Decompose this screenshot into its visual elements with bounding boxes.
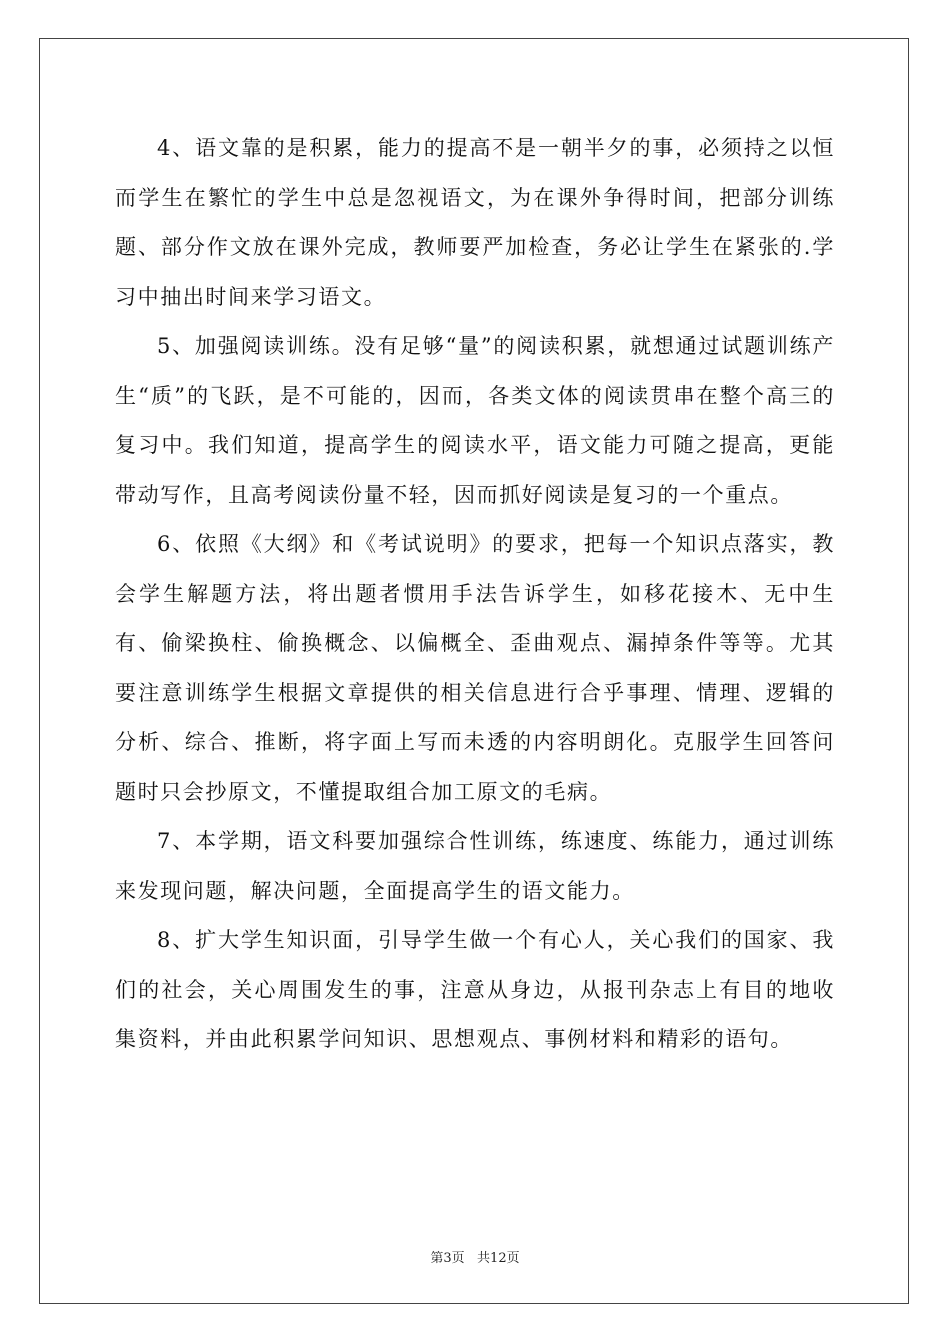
paragraph-6: 6、依照《大纲》和《考试说明》的要求，把每一个知识点落实，教会学生解题方法，将出题者惯用手法告诉学生，如移花接木、无中生有、偷梁换柱、偷换概念、以偏概全、歪曲观点、漏掉条件等等。尤其要注意训练学生根据文章提供的相关信息进行合乎事理、情理、逻辑的分析、综合、推断，将字面上写而未透的内容明朗化。克服学生回答问题时只会抄原文，不懂提取组合加工原文的毛病。 (115, 532, 835, 804)
document-body (115, 124, 835, 1065)
paragraph-7: 7、本学期，语文科要加强综合性训练，练速度、练能力，通过训练来发现问题，解决问题，全面提高学生的语文能力。 (115, 829, 835, 903)
paragraph-5: 5、加强阅读训练。没有足够“量”的阅读积累，就想通过试题训练产生“质”的飞跃，是不可能的，因而，各类文体的阅读贯串在整个高三的复习中。我们知道，提高学生的阅读水平，语文能力可随之提高，更能带动写作，且高考阅读份量不轻，因而抓好阅读是复习的一个重点。 (115, 334, 835, 507)
paragraph-4: 4、语文靠的是积累，能力的提高不是一朝半夕的事，必须持之以恒而学生在繁忙的学生中总是忽视语文，为在课外争得时间，把部分训练题、部分作文放在课外完成，教师要严加检查，务必让学生在紧张的.学习中抽出时间来学习语文。 (115, 136, 835, 309)
page-number-footer: 第3页 共12页 (430, 1251, 520, 1266)
paragraph-8: 8、扩大学生知识面，引导学生做一个有心人，关心我们的国家、我们的社会，关心周围发生的事，注意从身边，从报刊杂志上有目的地收集资料，并由此积累学问知识、思想观点、事例材料和精彩的语句。 (115, 928, 835, 1051)
